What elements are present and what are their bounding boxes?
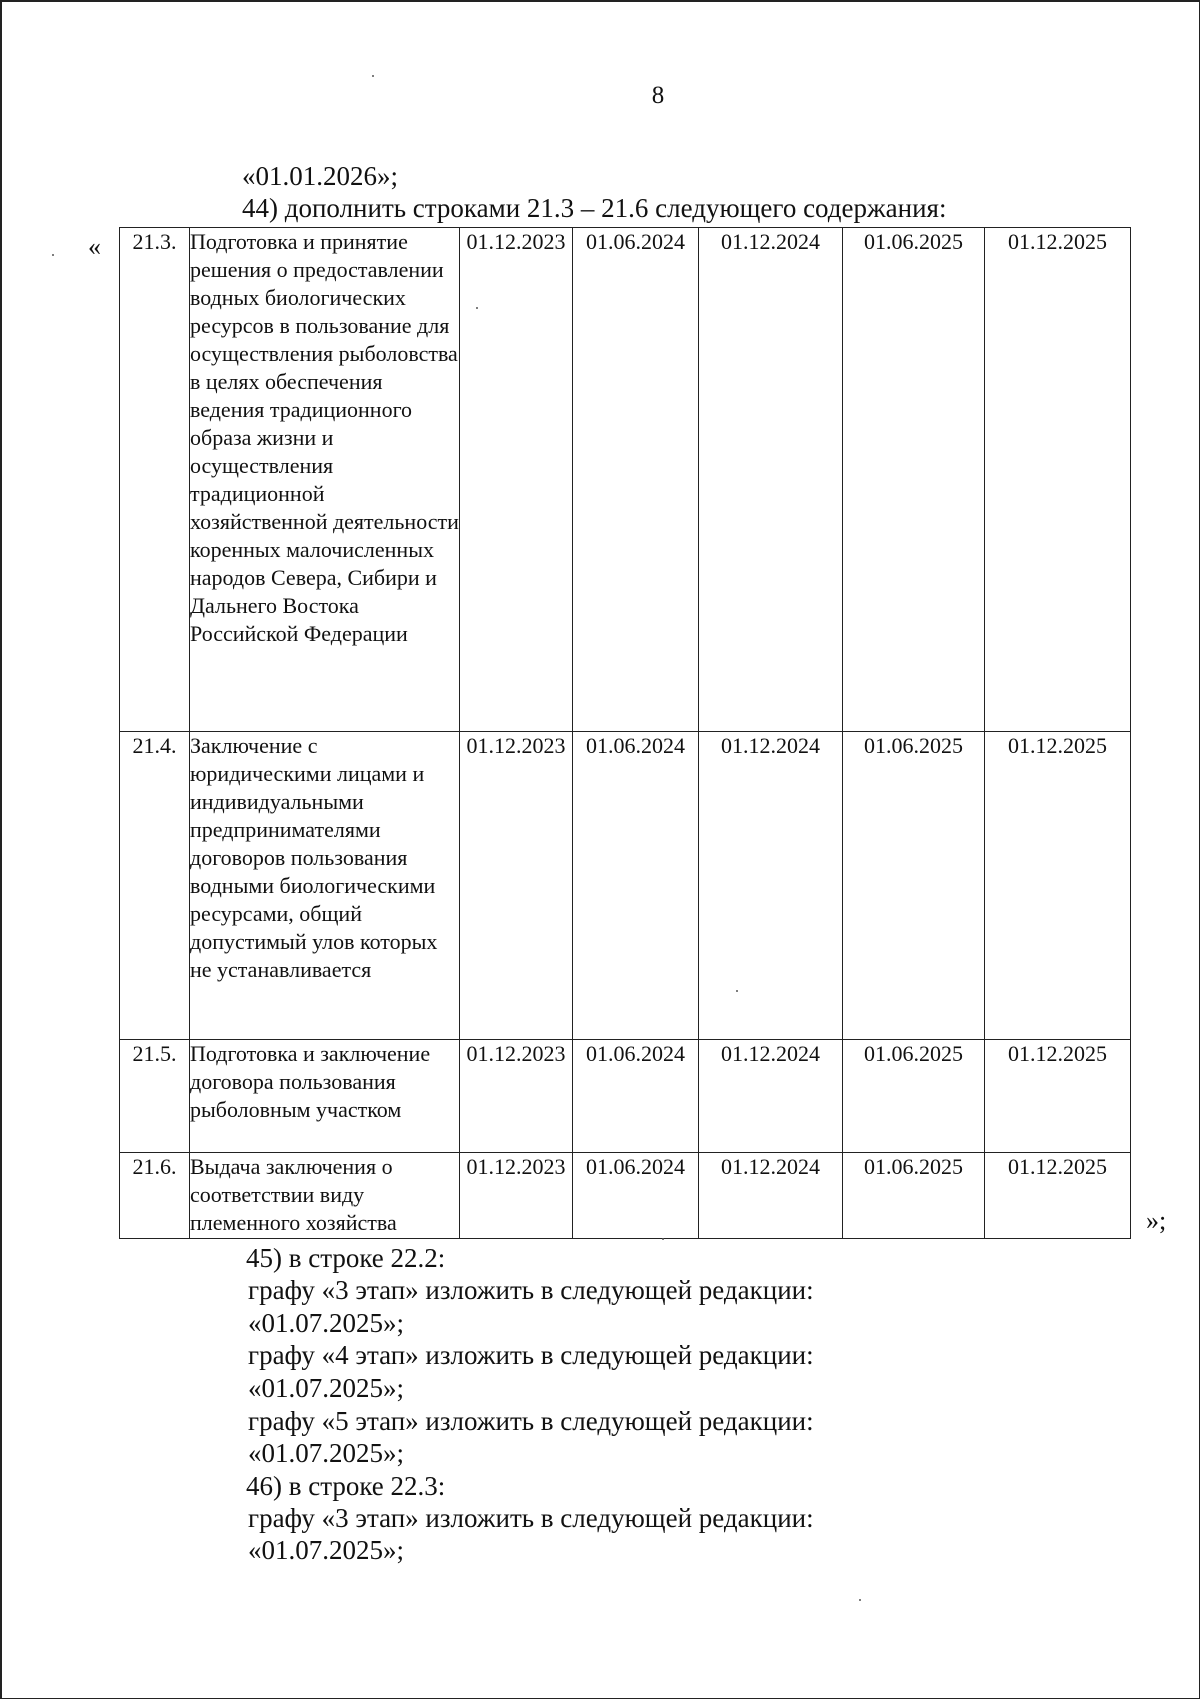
table-row	[120, 732, 1131, 1040]
table-row	[120, 228, 1131, 732]
stage-5-date: 01.12.2025	[985, 1040, 1131, 1153]
stage-4-date: 01.06.2025	[843, 1040, 985, 1153]
scan-speck	[736, 990, 738, 992]
scan-speck	[372, 75, 374, 77]
amendment-line: графу «4 этап» изложить в следующей редакции:	[248, 1340, 814, 1370]
stage-2-date: 01.06.2024	[573, 228, 699, 732]
quote-line: «01.01.2026»;	[242, 161, 399, 191]
item-46-heading: 46) в строке 22.3:	[246, 1471, 446, 1501]
amendment-line: графу «5 этап» изложить в следующей редакции:	[248, 1406, 814, 1436]
stage-1-date: 01.12.2023	[460, 732, 573, 1040]
row-number: 21.6.	[120, 1153, 190, 1239]
stage-4-date: 01.06.2025	[843, 1153, 985, 1239]
stage-3-date: 01.12.2024	[699, 732, 843, 1040]
stage-1-date: 01.12.2023	[460, 228, 573, 732]
stage-2-date: 01.06.2024	[573, 1040, 699, 1153]
amendment-line: графу «3 этап» изложить в следующей редакции:	[248, 1503, 814, 1533]
stage-4-date: 01.06.2025	[843, 732, 985, 1040]
stage-2-date: 01.06.2024	[573, 732, 699, 1040]
page-number: 8	[651, 82, 665, 109]
scan-speck	[476, 307, 478, 309]
schedule-table	[119, 227, 1131, 1239]
stage-3-date: 01.12.2024	[699, 1153, 843, 1239]
stage-5-date: 01.12.2025	[985, 228, 1131, 732]
stage-1-date: 01.12.2023	[460, 1153, 573, 1239]
amendment-value: «01.07.2025»;	[248, 1438, 405, 1468]
amendment-value: «01.07.2025»;	[248, 1373, 405, 1403]
amendment-value: «01.07.2025»;	[248, 1535, 405, 1565]
row-description: Подготовка и принятие решения о предоставлении водных биологических ресурсов в пользование для осуществления рыболовства в целях обеспечения ведения традиционного образа жизни и осуществления традиционной хозяйственной деятельности коренных малочисленных народов Севера, Сибири и Дальнего Востока Российской Федерации	[190, 228, 460, 732]
row-description: Подготовка и заключение договора пользования рыболовным участком	[190, 1040, 460, 1153]
scan-speck	[52, 254, 54, 256]
row-description: Заключение с юридическими лицами и индивидуальными предпринимателями договоров пользования водными биологическими ресурсами, общий допустимый улов которых не устанавливается	[190, 732, 460, 1040]
row-number: 21.5.	[120, 1040, 190, 1153]
amendment-value: «01.07.2025»;	[248, 1308, 405, 1338]
table-close-quote: »;	[1146, 1206, 1167, 1235]
row-number: 21.4.	[120, 732, 190, 1040]
item-45-heading: 45) в строке 22.2:	[246, 1243, 446, 1273]
table-row	[120, 1153, 1131, 1239]
row-description: Выдача заключения о соответствии виду племенного хозяйства	[190, 1153, 460, 1239]
row-number: 21.3.	[120, 228, 190, 732]
table-row	[120, 1040, 1131, 1153]
table-open-quote: «	[88, 232, 101, 261]
stage-3-date: 01.12.2024	[699, 228, 843, 732]
amendment-line: графу «3 этап» изложить в следующей редакции:	[248, 1275, 814, 1305]
stage-3-date: 01.12.2024	[699, 1040, 843, 1153]
scan-speck	[662, 1238, 664, 1240]
stage-5-date: 01.12.2025	[985, 1153, 1131, 1239]
scan-speck	[859, 1599, 861, 1601]
item-44-heading: 44) дополнить строками 21.3 – 21.6 следующего содержания:	[242, 193, 947, 223]
stage-4-date: 01.06.2025	[843, 228, 985, 732]
stage-2-date: 01.06.2024	[573, 1153, 699, 1239]
stage-5-date: 01.12.2025	[985, 732, 1131, 1040]
stage-1-date: 01.12.2023	[460, 1040, 573, 1153]
